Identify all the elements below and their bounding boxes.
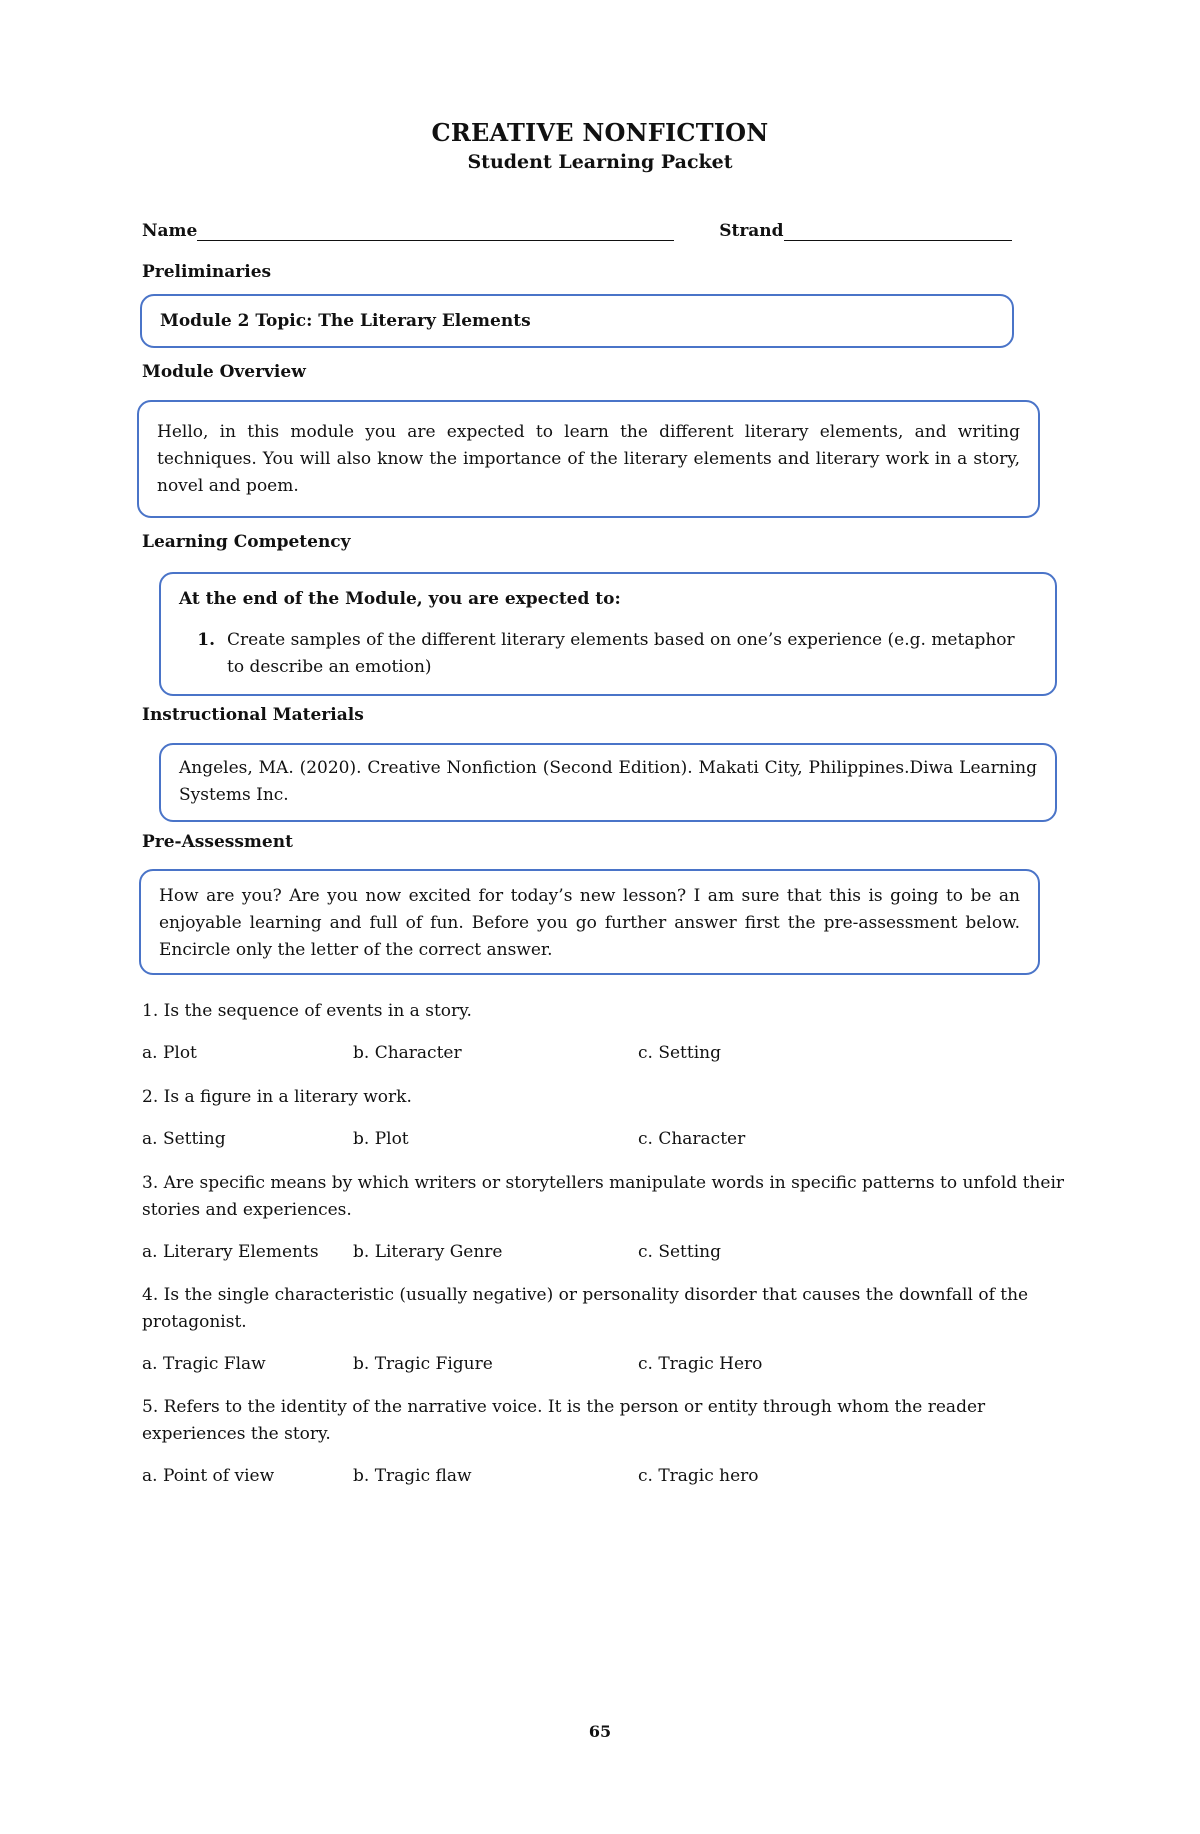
question-2-option-b[interactable]: b. Plot	[353, 1129, 409, 1149]
strand-field[interactable]	[784, 222, 1012, 241]
question-2: 2. Is a figure in a literary work.	[142, 1087, 412, 1107]
preassessment-text: How are you? Are you now excited for today’s new lesson? I am sure that this is going to be an enjoyable learning and full of fun. Before you go further answer first the pre-assessment below. Encircle only the letter of the correct answer.	[159, 886, 1020, 960]
question-3-options	[142, 1239, 1067, 1266]
competency-intro: At the end of the Module, you are expected to:	[179, 589, 621, 609]
overview-text: Hello, in this module you are expected to learn the different literary elements, and writing techniques. You will also know the importance of the literary elements and literary work in a story, novel and poem.	[157, 422, 1020, 496]
question-1-options	[142, 1040, 1067, 1067]
question-2-options	[142, 1126, 1067, 1153]
page-title: CREATIVE NONFICTION	[431, 118, 769, 147]
name-field[interactable]	[197, 222, 674, 241]
question-5-option-a[interactable]: a. Point of view	[142, 1466, 275, 1486]
overview-box	[137, 400, 1040, 518]
question-3-option-b[interactable]: b. Literary Genre	[353, 1242, 503, 1262]
competency-heading: Learning Competency	[142, 532, 351, 552]
name-label: Name	[142, 221, 198, 241]
question-3-option-a[interactable]: a. Literary Elements	[142, 1242, 319, 1262]
competency-item	[179, 627, 1037, 681]
preliminaries-heading: Preliminaries	[142, 262, 272, 282]
materials-box	[159, 743, 1057, 822]
competency-box	[159, 572, 1057, 696]
question-5: 5. Refers to the identity of the narrative voice. It is the person or entity through whom the reader experiences the story.	[142, 1397, 986, 1444]
question-1-option-c[interactable]: c. Setting	[638, 1043, 721, 1063]
question-4: 4. Is the single characteristic (usually negative) or personality disorder that causes the downfall of the protagonist.	[142, 1285, 1029, 1332]
strand-label: Strand	[719, 221, 784, 241]
question-2-option-c[interactable]: c. Character	[638, 1129, 746, 1149]
materials-heading: Instructional Materials	[142, 705, 364, 725]
question-1-option-a[interactable]: a. Plot	[142, 1043, 197, 1063]
question-5-options	[142, 1463, 1067, 1490]
question-5-option-b[interactable]: b. Tragic flaw	[353, 1466, 472, 1486]
question-4-option-b[interactable]: b. Tragic Figure	[353, 1354, 493, 1374]
competency-item-text: Create samples of the different literary elements based on one’s experience (e.g. metaphor to describe an emotion)	[227, 630, 1015, 677]
question-1-option-b[interactable]: b. Character	[353, 1043, 462, 1063]
materials-text: Angeles, MA. (2020). Creative Nonfiction (Second Edition). Makati City, Philippines.Diwa Learning Systems Inc.	[179, 758, 1037, 805]
competency-item-number: 1.	[197, 630, 215, 650]
preassessment-heading: Pre-Assessment	[142, 832, 293, 852]
overview-heading: Module Overview	[142, 362, 306, 382]
topic-text: Module 2 Topic: The Literary Elements	[160, 311, 531, 331]
question-5-option-c[interactable]: c. Tragic hero	[638, 1466, 759, 1486]
name-strand-row	[142, 221, 1012, 241]
question-4-option-c[interactable]: c. Tragic Hero	[638, 1354, 763, 1374]
topic-box	[140, 294, 1014, 348]
question-2-option-a[interactable]: a. Setting	[142, 1129, 226, 1149]
page-number: 65	[588, 1722, 612, 1741]
question-4-option-a[interactable]: a. Tragic Flaw	[142, 1354, 266, 1374]
question-1: 1. Is the sequence of events in a story.	[142, 1001, 472, 1021]
page-subtitle: Student Learning Packet	[467, 151, 733, 173]
question-3-option-c[interactable]: c. Setting	[638, 1242, 721, 1262]
preassessment-box	[139, 869, 1040, 975]
question-4-options	[142, 1351, 1067, 1378]
question-3: 3. Are specific means by which writers or storytellers manipulate words in specific patterns to unfold their stories and experiences.	[142, 1173, 1065, 1220]
